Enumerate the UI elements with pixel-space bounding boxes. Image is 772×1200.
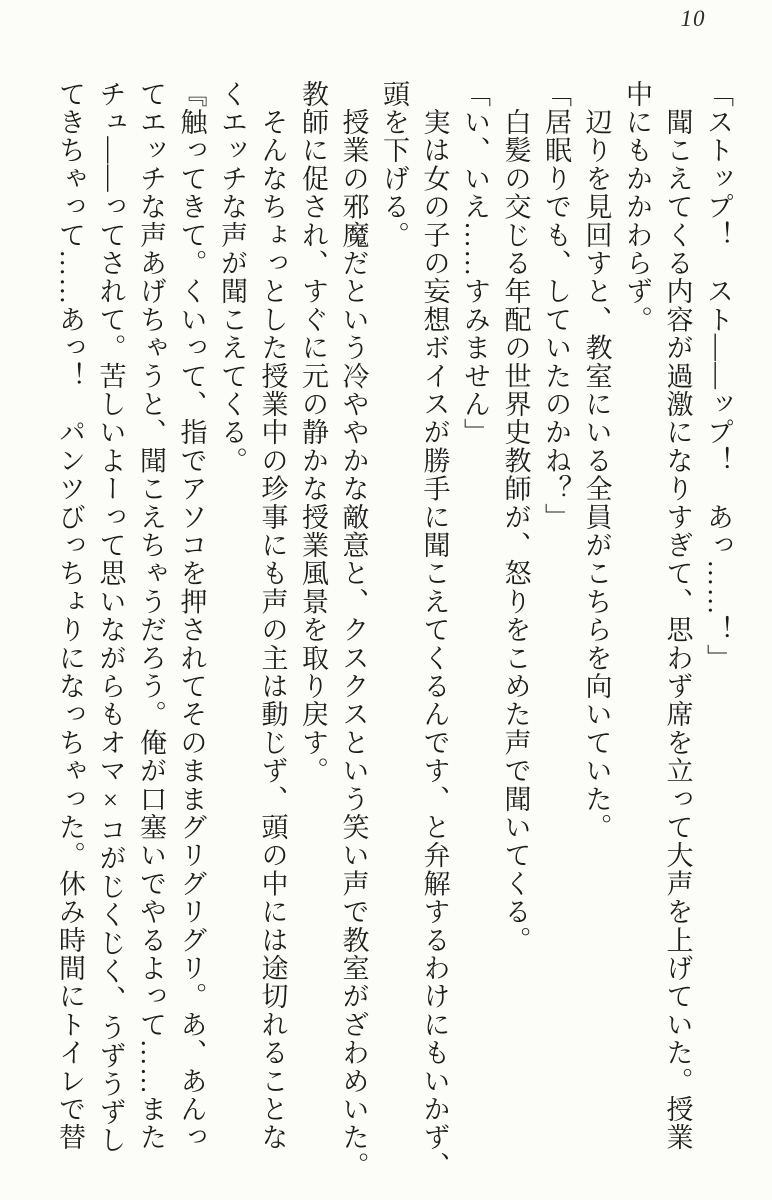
page-number: 10 [680, 6, 706, 31]
text-line: チュ――ってされて。苦しいよーって思いながらもオマ×コがじくじく、うずうずし [95, 80, 126, 1155]
text-line: 「ストップ！ スト――ップ！ あっ……！」 [703, 80, 733, 673]
text-line: くエッチな声が聞こえてくる。 [217, 80, 247, 475]
text-line: 辺りを見回すと、教室にいる全員がこちらを向いていた。 [581, 80, 612, 842]
text-line: 白髪の交じる年配の世界史教師が、怒りをこめた声で聞いてくる。 [500, 80, 531, 955]
text-line: 『触ってきて。くいって、指でアソコを押されてそのままグリグリグリ。あ、あんっ [176, 80, 207, 1152]
text-line: てエッチな声あげちゃうと、聞こえちゃうだろう。俺が口塞いでやるよって……また [136, 80, 166, 1152]
text-line: てきちゃって……あっ！ パンツびっちょりになっちゃった。休み時間にトイレで替 [55, 80, 85, 1152]
text-line: 実は女の子の妄想ボイスが勝手に聞こえてくるんです、と弁解するわけにもいかず、 [419, 80, 450, 1180]
text-line: 聞こえてくる内容が過激になりすぎて、思わず席を立って大声を上げていた。授業 [662, 80, 693, 1152]
text-line: 教師に促され、すぐに元の静かな授業風景を取り戻す。 [298, 80, 328, 785]
text-line: 「居眠りでも、していたのかね？」 [541, 80, 571, 532]
novel-text-block [50, 80, 739, 1180]
text-line: 授業の邪魔だという冷ややかな敵意と、クスクスという笑い声で教室がざわめいた。 [338, 80, 369, 1180]
text-line: 中にもかかわらず。 [622, 80, 652, 334]
text-line: 「い、いえ……すみません」 [460, 80, 490, 447]
text-line: 頭を下げる。 [379, 80, 409, 250]
text-line: そんなちょっとした授業中の珍事にも声の主は動じず、頭の中には途切れることな [257, 80, 288, 1152]
